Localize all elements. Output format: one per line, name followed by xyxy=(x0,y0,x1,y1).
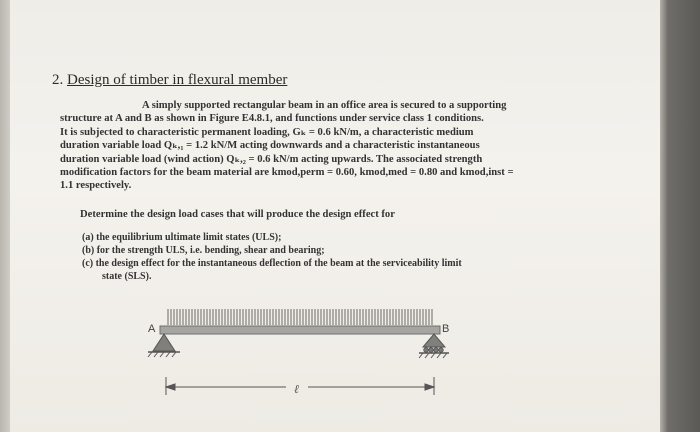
beam xyxy=(160,326,440,334)
task-item-c-continued: state (SLS). xyxy=(102,271,152,282)
span-label: ℓ xyxy=(294,382,299,396)
question-number: 2. xyxy=(52,72,64,88)
roller-support-b xyxy=(419,334,449,358)
span-dimension xyxy=(166,377,434,395)
task-item-b: (b) for the strength ULS, i.e. bending, shear and bearing; xyxy=(82,245,325,256)
question-title: Design of timber in flexural member xyxy=(67,72,288,88)
paper-page xyxy=(10,0,660,432)
task-item-c: (c) the design effect for the instantaneous deflection of the beam at the serviceability limit xyxy=(82,258,462,269)
paragraph-line: duration variable load Qₖ,₁ = 1.2 kN/M acting downwards and a characteristic instantaneous xyxy=(60,140,480,152)
support-b-label: B xyxy=(442,323,450,335)
task-item-a: (a) the equilibrium ultimate limit states (ULS); xyxy=(82,232,282,243)
paragraph-line: modification factors for the beam material are kmod,perm = 0.60, kmod,med = 0.80 and kmod,inst = xyxy=(60,167,514,179)
task-statement: Determine the design load cases that will produce the design effect for xyxy=(80,209,395,220)
question-heading xyxy=(52,72,287,89)
problem-paragraph xyxy=(60,99,548,193)
distributed-load-hatching xyxy=(168,309,432,325)
pin-support-a xyxy=(148,334,180,357)
task-items xyxy=(82,231,462,283)
paragraph-line: 1.1 respectively. xyxy=(60,180,132,192)
paragraph-line: It is subjected to characteristic permanent loading, Gₖ = 0.6 kN/m, a characteristic medium xyxy=(60,126,474,138)
paragraph-line: structure at A and B as shown in Figure E4.8.1, and functions under service class 1 conditions. xyxy=(60,113,484,125)
beam-diagram xyxy=(146,305,456,405)
beam-figure xyxy=(146,305,456,405)
paragraph-line: A simply supported rectangular beam in an office area is secured to a supporting xyxy=(142,100,507,111)
support-a-label: A xyxy=(148,323,156,335)
paragraph-line: duration variable load (wind action) Qₖ,₂ = 0.6 kN/m acting upwards. The associated strength xyxy=(60,153,483,165)
